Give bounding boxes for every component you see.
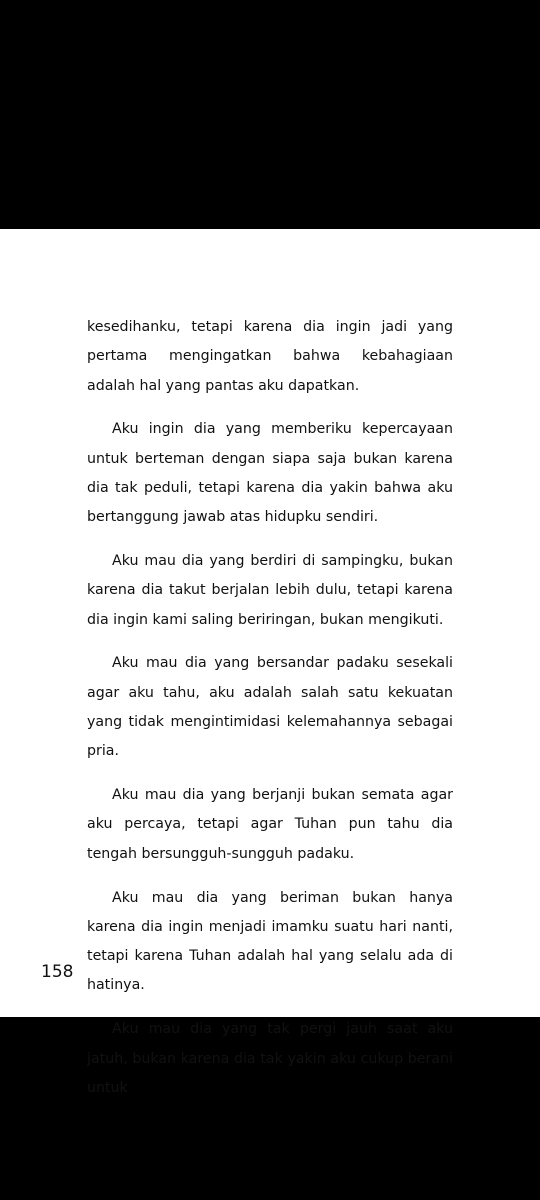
book-page [0,229,540,1096]
paragraph: kesedihanku, tetapi karena dia ingin jadi yang pertama mengingatkan bahwa kebahagiaan adalah hal yang pantas aku dapatkan. [87,319,453,394]
paragraph: Aku mau dia yang beriman bukan hanya karena dia ingin menjadi imamku suatu hari nanti, tetapi karena Tuhan adalah hal yang selalu ada di hatinya. [87,889,453,994]
page-body-text [87,313,453,1118]
paragraph: Aku mau dia yang tak pergi jauh saat aku jatuh, bukan karena dia tak yakin aku cukup berani untuk [87,1021,453,1096]
paragraph: Aku mau dia yang berdiri di sampingku, bukan karena dia takut berjalan lebih dulu, tetapi karena dia ingin kami saling beriringan, bukan mengikuti. [87,553,453,628]
paragraph: Aku mau dia yang berjanji bukan semata agar aku percaya, tetapi agar Tuhan pun tahu dia tengah bersungguh-sungguh padaku. [87,787,453,862]
page-number: 158 [41,962,74,982]
paragraph: Aku ingin dia yang memberiku kepercayaan untuk berteman dengan siapa saja bukan karena dia tak peduli, tetapi karena dia yakin bahwa aku bertanggung jawab atas hidupku sendiri. [87,421,453,526]
paragraph: Aku mau dia yang bersandar padaku sesekali agar aku tahu, aku adalah salah satu kekuatan yang tidak mengintimidasi kelemahannya sebagai pria. [87,655,453,760]
